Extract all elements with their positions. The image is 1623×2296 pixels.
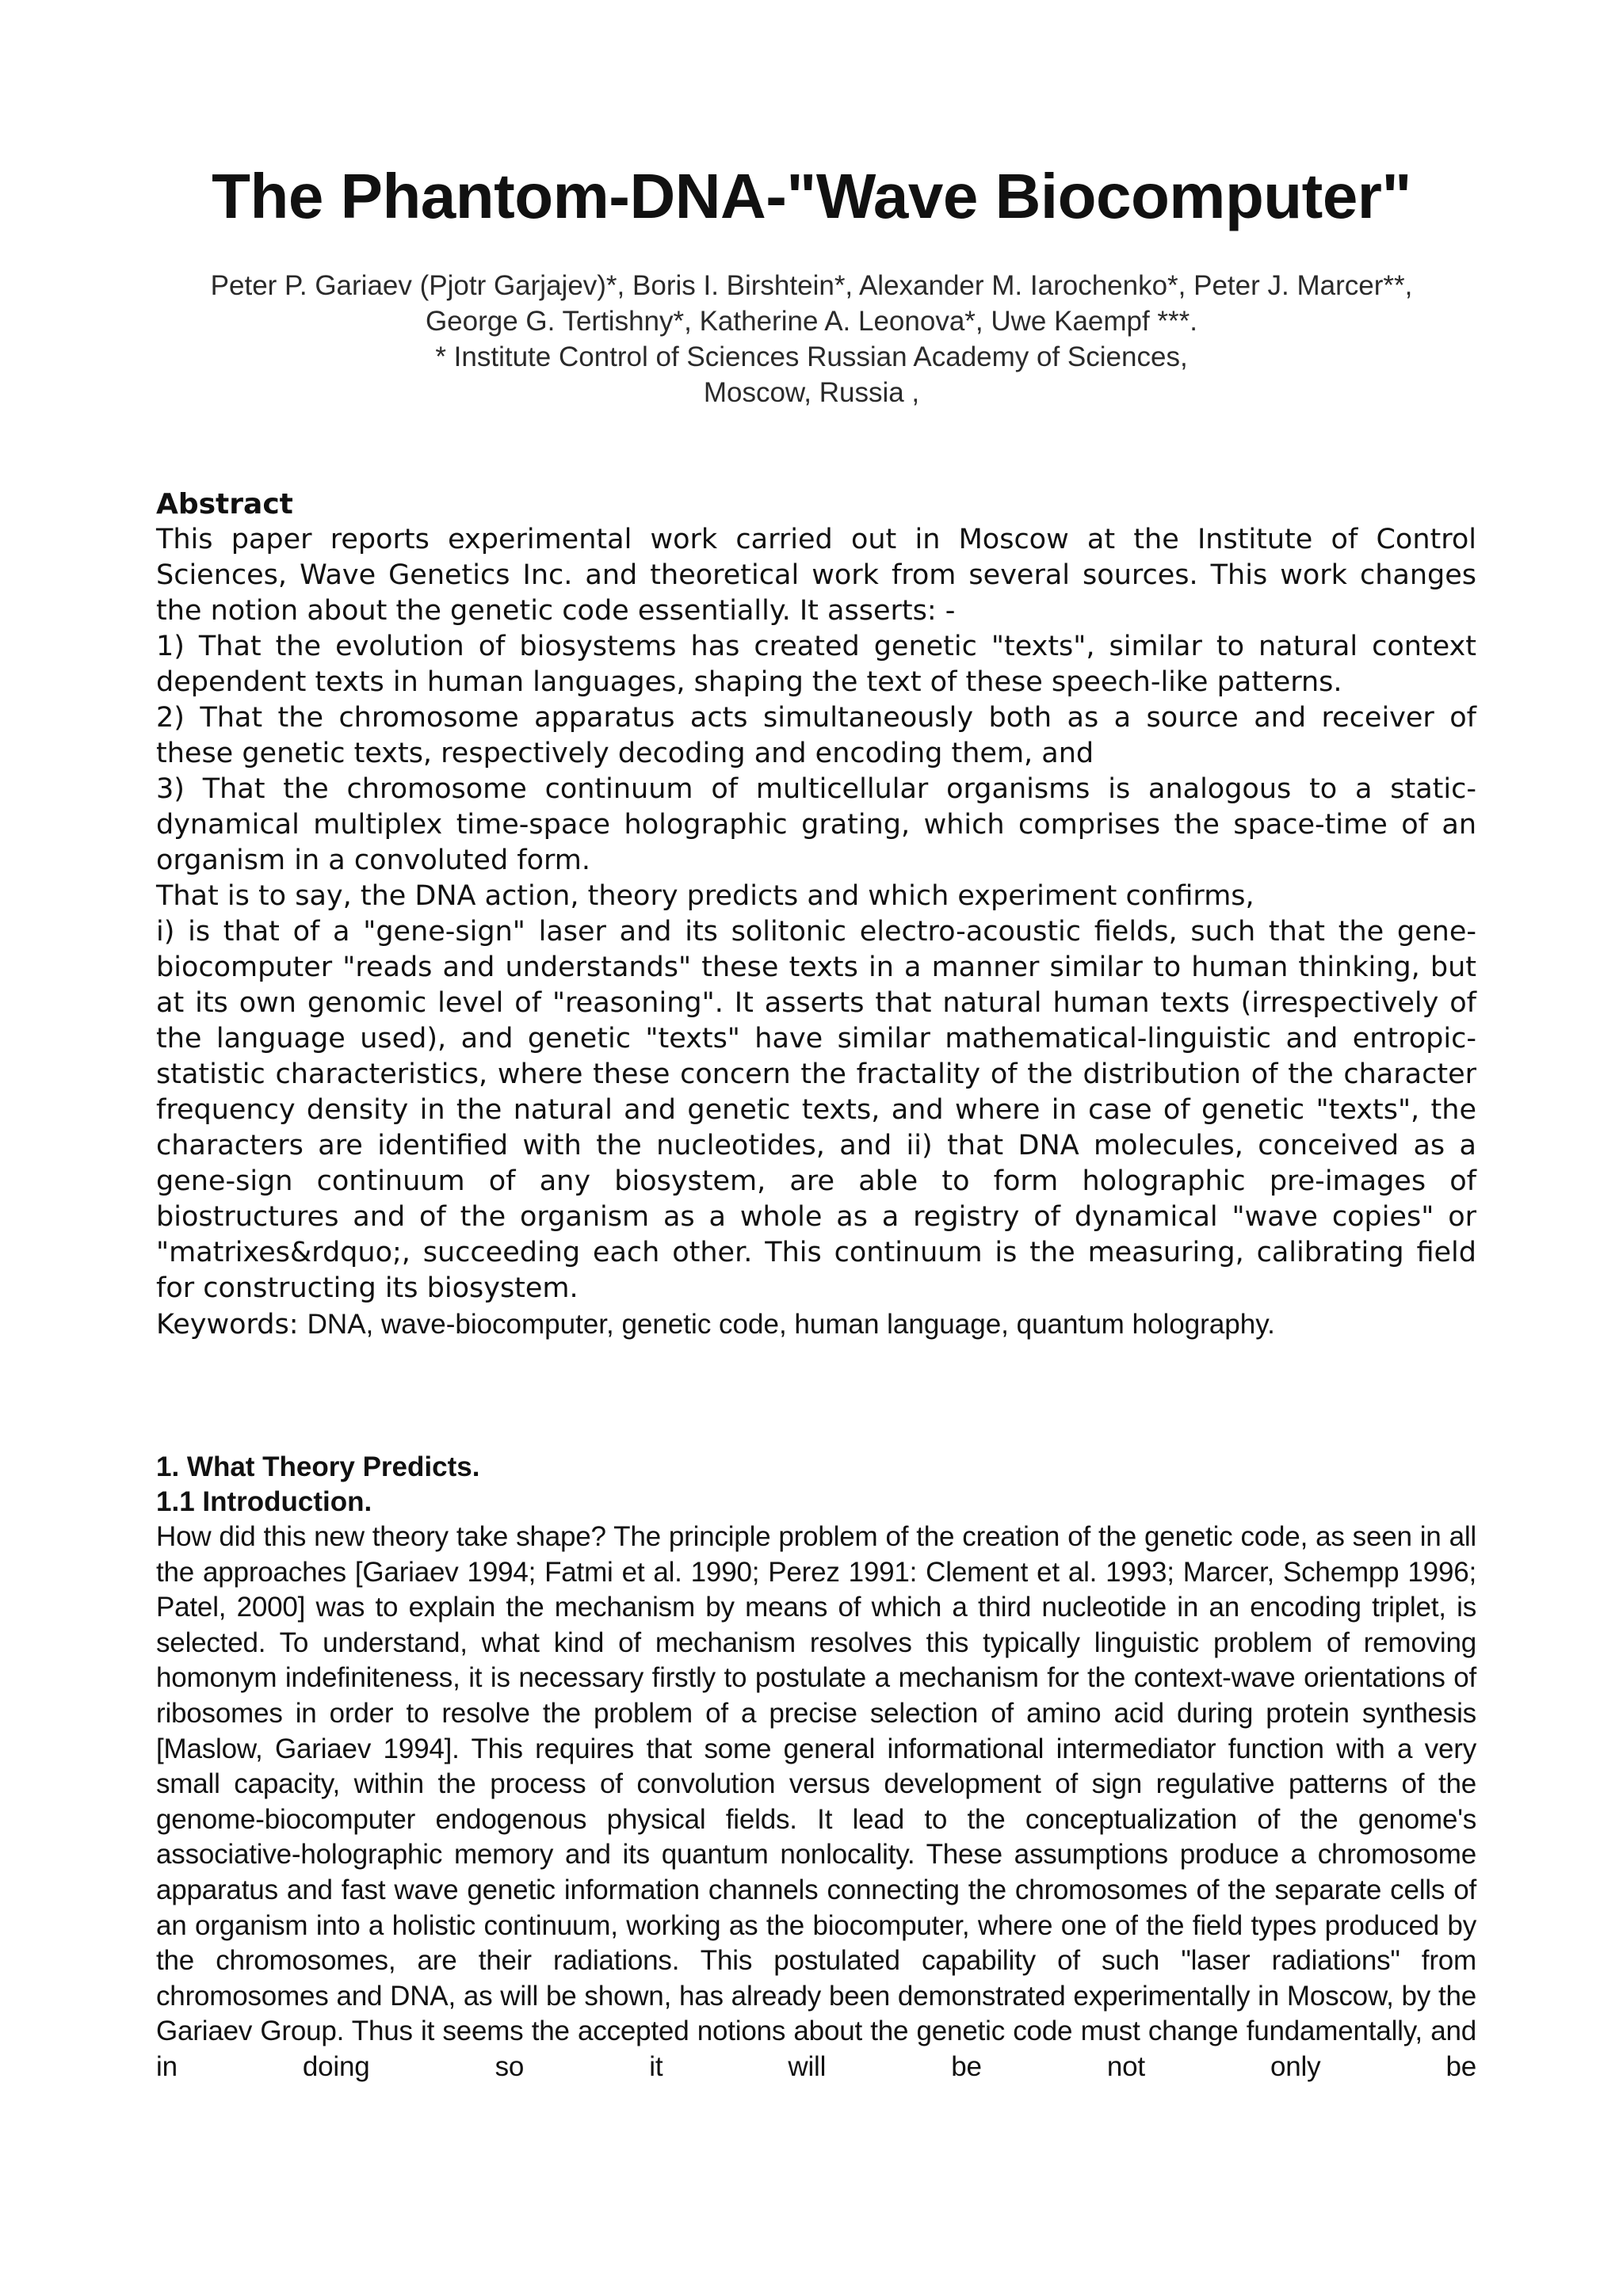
subsection-heading: 1.1 Introduction. xyxy=(156,1486,372,1517)
abstract-detail: i) is that of a "gene-sign" laser and its solitonic electro-acoustic fields, such that the gene-biocomputer "reads and understands" these texts in a manner similar to human thinking, but at its own genomic level of "reasoning". It asserts that natural human texts (irrespectively of the language used), and genetic "texts" have similar mathematical-linguistic and entropic-statistic characteristics, where these concern the fractality of the distribution of the character frequency density in the natural and genetic texts, and where in case of genetic "texts", the characters are identified with the nucleotides, and ii) that DNA molecules, conceived as a gene-sign continuum of any biosystem, are able to form holographic pre-images of biostructures and of the organism as a whole as a registry of dynamical "wave copies" or "matrixes&rdquo;, succeeding each other. This continuum is the measuring, calibrating field for constructing its biosystem. xyxy=(156,916,1476,1304)
author-line: George G. Tertishny*, Katherine A. Leonova*, Uwe Kaempf ***. xyxy=(425,306,1198,337)
abstract-that-is: That is to say, the DNA action, theory predicts and which experiment confirms, xyxy=(156,880,1254,912)
abstract-heading: Abstract xyxy=(156,488,293,521)
keywords-line xyxy=(156,1306,1476,1343)
author-block xyxy=(143,268,1480,410)
introduction-paragraph: How did this new theory take shape? The principle problem of the creation of the genetic code, as seen in all the approaches [Gariaev 1994; Fatmi et al. 1990; Perez 1991: Clement et al. 1993; Marcer, Schempp 1996; Patel, 2000] was to explain the mechanism by means of which a third nucleotide in an encoding triplet, is selected. To understand, what kind of mechanism resolves this typically linguistic problem of removing homonym indefiniteness, it is necessary firstly to postulate a mechanism for the context-wave orientations of ribosomes in order to resolve the problem of a precise selection of amino acid during protein synthesis [Maslow, Gariaev 1994]. This requires that some general informational intermediator function with a very small capacity, within the process of convolution versus development of sign regulative patterns of the genome-biocomputer endogenous physical fields. It lead to the conceptualization of the genome's associative-holographic memory and its quantum nonlocality. These assumptions produce a chromosome apparatus and fast wave genetic information channels connecting the chromosomes of the separate cells of an organism into a holistic continuum, working as the biocomputer, where one of the field types produced by the chromosomes, are their radiations. This postulated capability of such "laser radiations" from chromosomes and DNA, as will be shown, has already been demonstrated experimentally in Moscow, by the Gariaev Group. Thus it seems the accepted notions about the genetic code must change fundamentally, and in doing so it will be not only be xyxy=(156,1521,1476,2082)
keywords-text: DNA, wave-biocomputer, genetic code, human language, quantum holography. xyxy=(307,1309,1275,1340)
keywords-label: Keywords: xyxy=(156,1309,307,1341)
paper-title: The Phantom-DNA-"Wave Biocomputer" xyxy=(212,161,1411,231)
author-line: Peter P. Gariaev (Pjotr Garjajev)*, Boris I. Birshtein*, Alexander M. Iarochenko*, Peter J. Marcer**, xyxy=(210,270,1413,301)
affiliation-line: * Institute Control of Sciences Russian Academy of Sciences, xyxy=(435,341,1188,372)
section-heading: 1. What Theory Predicts. xyxy=(156,1451,480,1482)
abstract-intro: This paper reports experimental work carried out in Moscow at the Institute of Control Sciences, Wave Genetics Inc. and theoretical work from several sources. This work changes the notion about the genetic code essentially. It asserts: - xyxy=(156,524,1476,627)
affiliation-location: Moscow, Russia , xyxy=(703,377,920,408)
abstract-section xyxy=(156,487,1476,1343)
abstract-point-2: 2) That the chromosome apparatus acts simultaneously both as a source and receiver of these genetic texts, respectively decoding and encoding them, and xyxy=(156,702,1476,769)
section-1 xyxy=(156,1450,1476,2085)
abstract-point-3: 3) That the chromosome continuum of multicellular organisms is analogous to a static-dynamical multiplex time-space holographic grating, which comprises the space-time of an organism in a convoluted form. xyxy=(156,773,1476,876)
abstract-point-1: 1) That the evolution of biosystems has created genetic "texts", similar to natural context dependent texts in human languages, shaping the text of these speech-like patterns. xyxy=(156,631,1476,698)
